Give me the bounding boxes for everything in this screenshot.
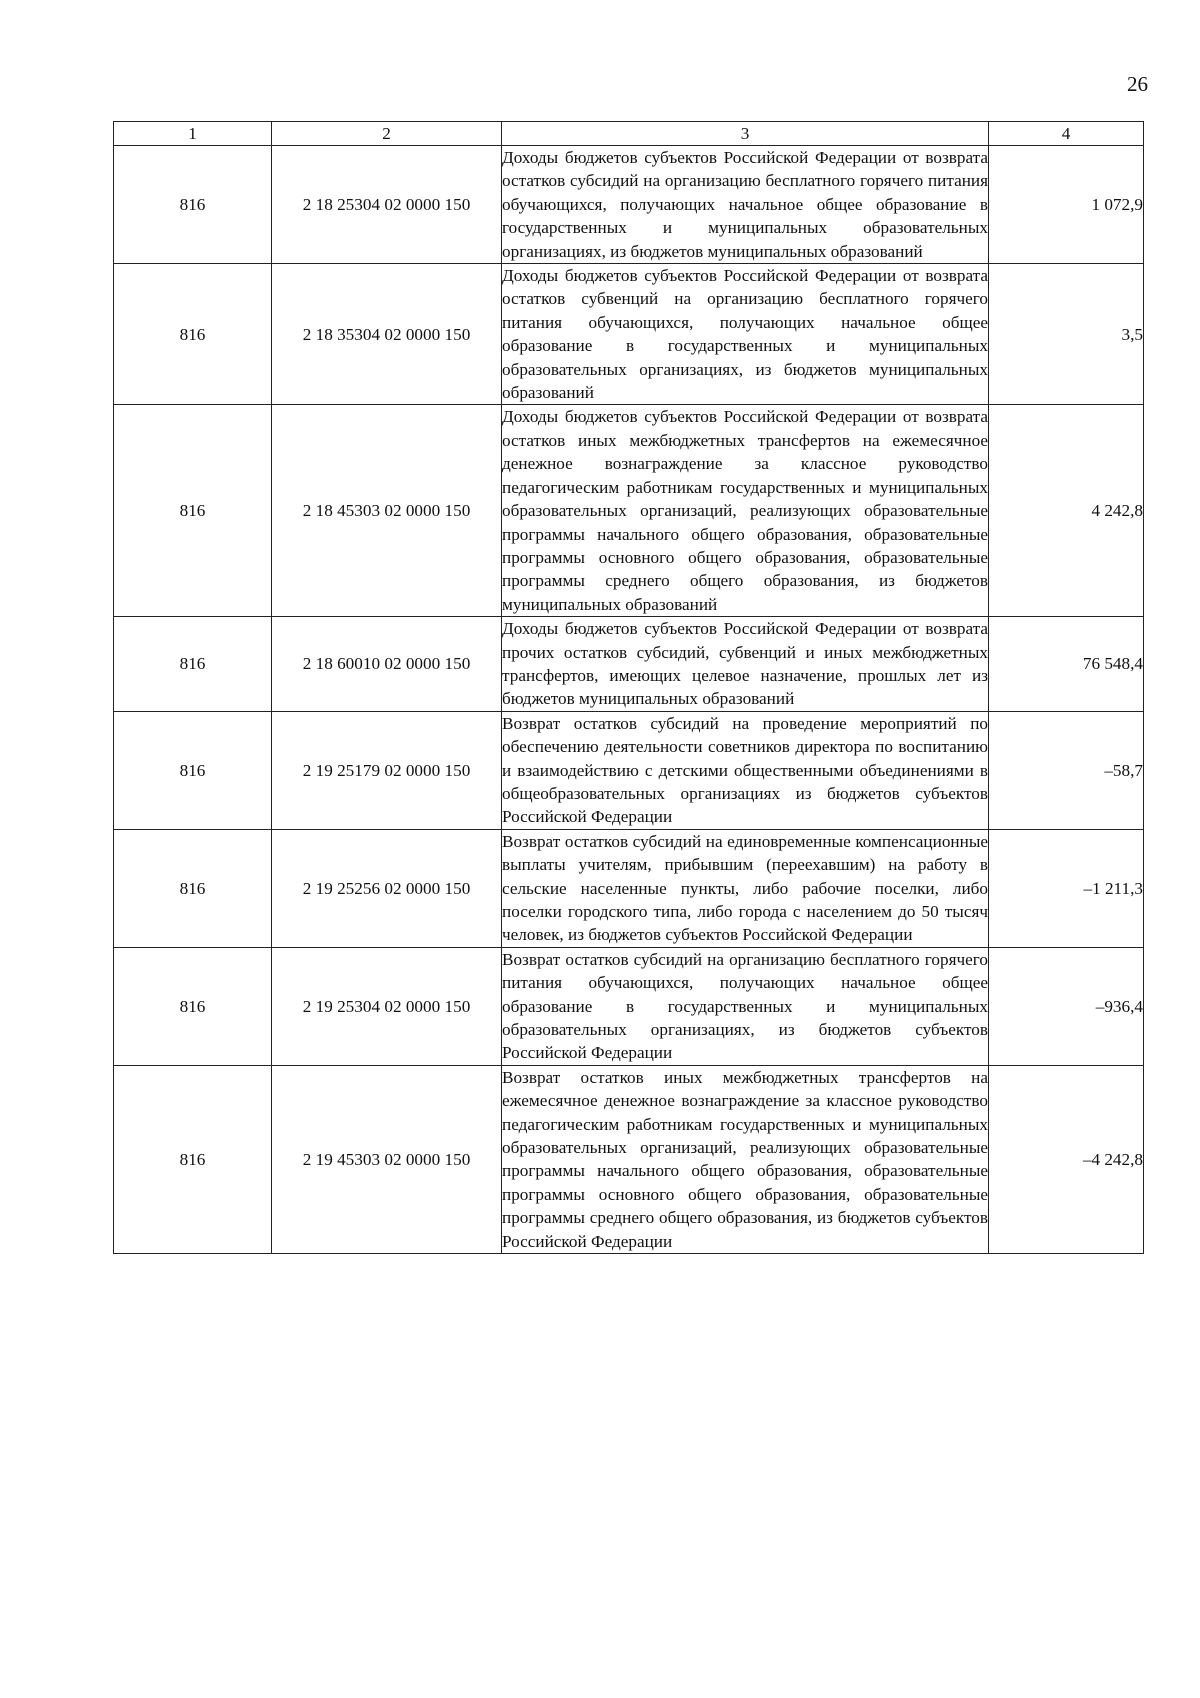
table-row [114,617,1144,712]
table-row [114,947,1144,1065]
amount-cell: 1 072,9 [989,146,1144,264]
table-row [114,829,1144,947]
budget-code-cell: 2 18 25304 02 0000 150 [272,146,502,264]
column-header-3: 3 [502,122,989,146]
admin-code-cell: 816 [114,947,272,1065]
description-cell [502,617,989,712]
budget-code-cell: 2 18 45303 02 0000 150 [272,405,502,617]
table-row [114,146,1144,264]
description-cell [502,829,989,947]
amount-cell: 76 548,4 [989,617,1144,712]
column-header-2: 2 [272,122,502,146]
admin-code-cell: 816 [114,1065,272,1253]
budget-code-cell: 2 19 45303 02 0000 150 [272,1065,502,1253]
amount-cell: –1 211,3 [989,829,1144,947]
description-text: Доходы бюджетов субъектов Российской Федерации от возврата остатков субвенций на организацию бесплатного горячего питания обучающихся, получающих начальное общее образование в государственных и муниципальных образовательных организациях, из бюджетов муниципальных образований [502,266,988,403]
description-text: Доходы бюджетов субъектов Российской Федерации от возврата остатков иных межбюджетных трансфертов на ежемесячное денежное вознаграждение за классное руководство педагогическим работникам государственных и муниципальных образовательных организаций, реализующих образовательные программы начального общего образования, образовательные программы основного общего образования, образовательные программы среднего общего образования, из бюджетов муниципальных образований [502,407,988,614]
description-cell [502,146,989,264]
budget-code-cell: 2 19 25256 02 0000 150 [272,829,502,947]
description-text: Возврат остатков субсидий на единовременные компенсационные выплаты учителям, прибывшим (переехавшим) на работу в сельские населенные пункты, либо рабочие поселки, либо поселки городского типа, либо города с населением до 50 тысяч человек, из бюджетов субъектов Российской Федерации [502,831,988,945]
description-cell [502,264,989,405]
budget-code-cell: 2 19 25304 02 0000 150 [272,947,502,1065]
description-cell [502,405,989,617]
amount-cell: –58,7 [989,711,1144,829]
column-header-1: 1 [114,122,272,146]
amount-cell: 3,5 [989,264,1144,405]
budget-table [113,121,1144,1254]
budget-code-cell: 2 18 35304 02 0000 150 [272,264,502,405]
header-row [114,122,1144,146]
description-cell [502,711,989,829]
admin-code-cell: 816 [114,829,272,947]
description-text: Доходы бюджетов субъектов Российской Федерации от возврата остатков субсидий на организацию бесплатного горячего питания обучающихся, получающих начальное общее образование в государственных и муниципальных образовательных организациях, из бюджетов муниципальных образований [502,148,988,261]
table-row [114,711,1144,829]
description-text: Возврат остатков субсидий на организацию бесплатного горячего питания обучающихся, получающих начальное общее образование в государственных и муниципальных образовательных организациях, из бюджетов субъектов Российской Федерации [502,949,988,1063]
table-row [114,1065,1144,1253]
admin-code-cell: 816 [114,146,272,264]
description-text: Возврат остатков субсидий на проведение мероприятий по обеспечению деятельности советников директора по воспитанию и взаимодействию с детскими общественными объединениями в общеобразовательных организациях из бюджетов субъектов Российской Федерации [502,713,988,827]
description-text: Возврат остатков иных межбюджетных трансфертов на ежемесячное денежное вознаграждение за классное руководство педагогическим работникам государственных и муниципальных образовательных организаций, реализующих образовательные программы начального общего образования, образовательные программы основного общего образования, образовательные программы среднего общего образования, из бюджетов субъектов Российской Федерации [502,1067,988,1251]
description-cell [502,1065,989,1253]
budget-code-cell: 2 18 60010 02 0000 150 [272,617,502,712]
amount-cell: 4 242,8 [989,405,1144,617]
admin-code-cell: 816 [114,264,272,405]
page-number: 26 [1127,72,1148,96]
amount-cell: –4 242,8 [989,1065,1144,1253]
description-cell [502,947,989,1065]
admin-code-cell: 816 [114,405,272,617]
amount-cell: –936,4 [989,947,1144,1065]
table-row [114,405,1144,617]
admin-code-cell: 816 [114,711,272,829]
description-text: Доходы бюджетов субъектов Российской Федерации от возврата прочих остатков субсидий, субвенций и иных межбюджетных трансфертов, имеющих целевое назначение, прошлых лет из бюджетов муниципальных образований [502,619,988,709]
table-row [114,264,1144,405]
admin-code-cell: 816 [114,617,272,712]
budget-code-cell: 2 19 25179 02 0000 150 [272,711,502,829]
column-header-4: 4 [989,122,1144,146]
